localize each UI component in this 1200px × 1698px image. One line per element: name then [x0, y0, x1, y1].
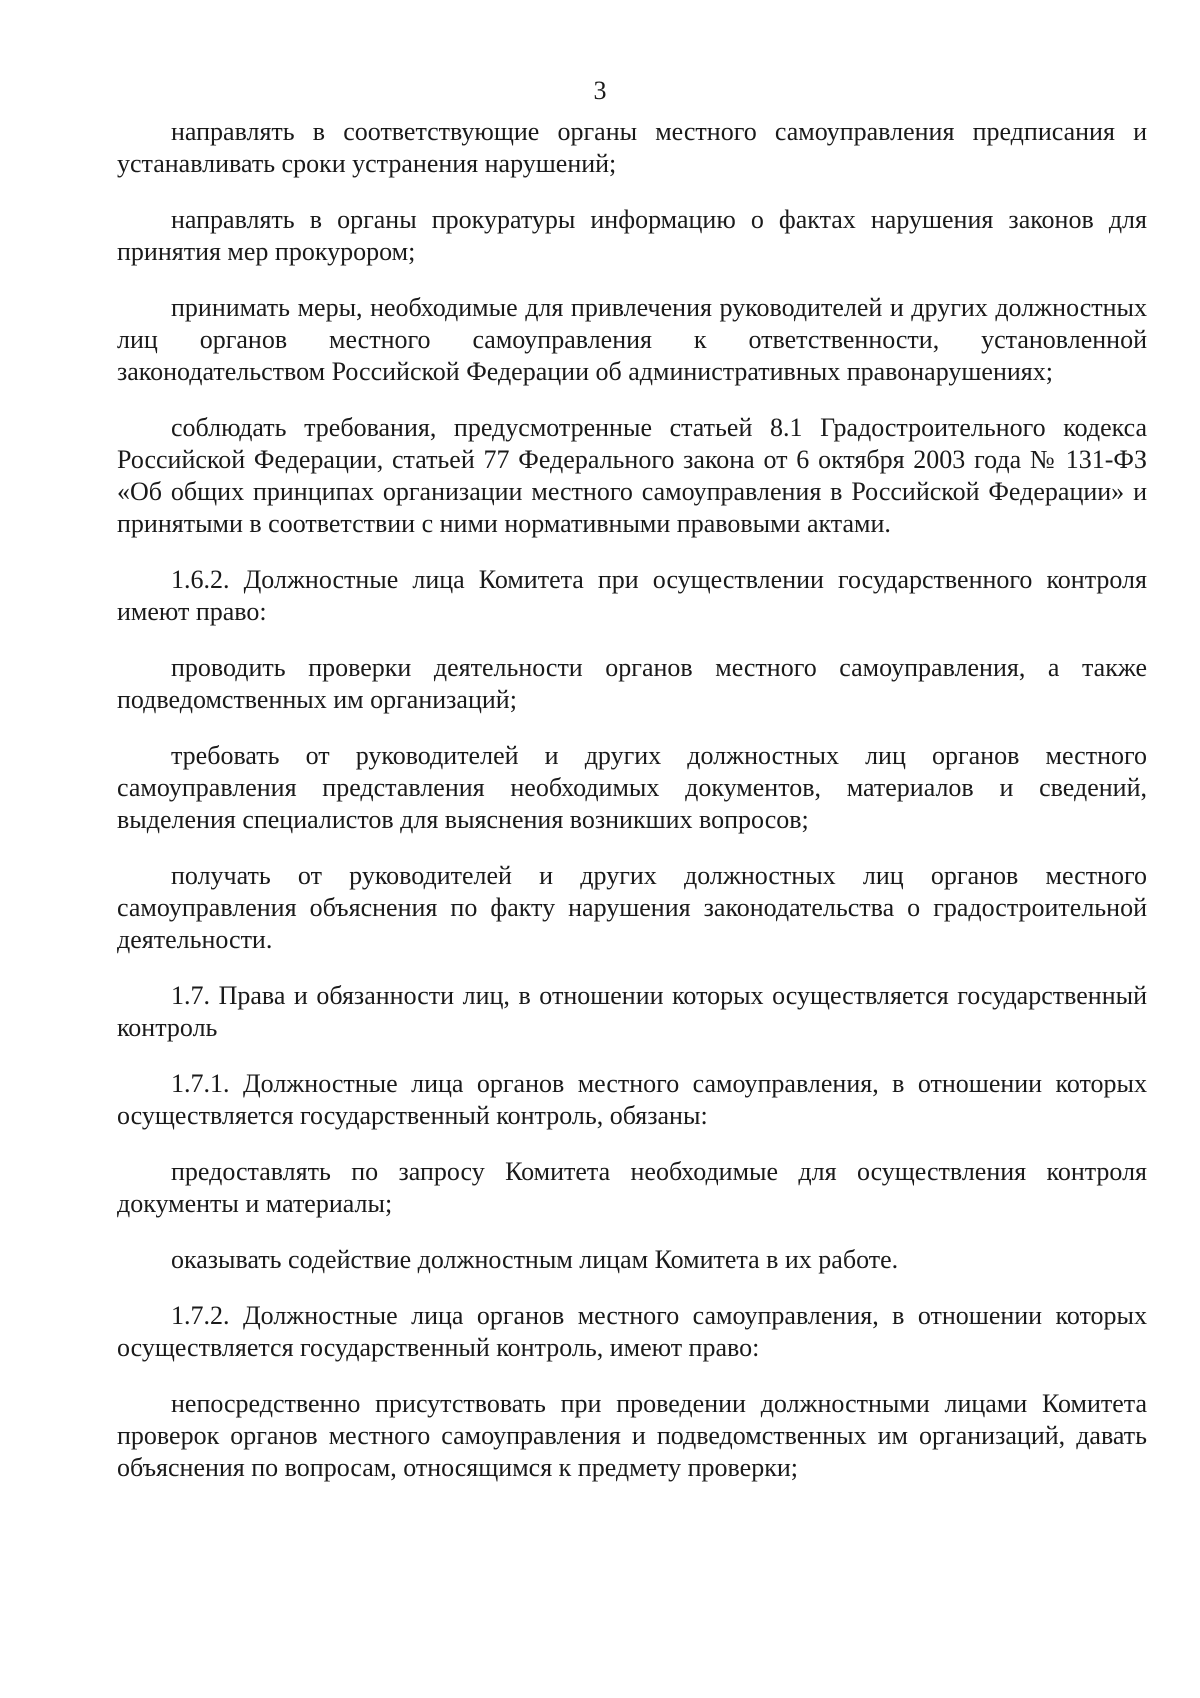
paragraph-10: 1.7.1. Должностные лица органов местного самоуправления, в отношении которых осуществляется государственный контроль, обязаны: [117, 1069, 1147, 1130]
paragraph-5: 1.6.2. Должностные лица Комитета при осуществлении государственного контроля имеют право: [117, 565, 1147, 626]
paragraph-9: 1.7. Права и обязанности лиц, в отношении которых осуществляется государственный контроль [117, 981, 1147, 1042]
paragraph-6: проводить проверки деятельности органов местного самоуправления, а также подведомственных им организаций; [117, 653, 1147, 714]
paragraph-11: предоставлять по запросу Комитета необходимые для осуществления контроля документы и материалы; [117, 1157, 1147, 1218]
paragraph-13: 1.7.2. Должностные лица органов местного самоуправления, в отношении которых осуществляется государственный контроль, имеют право: [117, 1301, 1147, 1362]
paragraph-7: требовать от руководителей и других должностных лиц органов местного самоуправления представления необходимых документов, материалов и сведений, выделения специалистов для выяснения возникших вопросов; [117, 741, 1147, 834]
paragraph-14: непосредственно присутствовать при проведении должностными лицами Комитета проверок органов местного самоуправления и подведомственных им организаций, давать объяснения по вопросам, относящимся к предмету проверки; [117, 1389, 1147, 1482]
document-body [117, 116, 1147, 1508]
paragraph-3: принимать меры, необходимые для привлечения руководителей и других должностных лиц органов местного самоуправления к ответственности, установленной законодательством Российской Федерации об административных правонарушениях; [117, 293, 1147, 386]
paragraph-4: соблюдать требования, предусмотренные статьей 8.1 Градостроительного кодекса Российской Федерации, статьей 77 Федерального закона от 6 октября 2003 года № 131-ФЗ «Об общих принципах организации местного самоуправления в Российской Федерации» и принятыми в соответствии с ними нормативными правовыми актами. [117, 413, 1147, 538]
page-number: 3 [593, 76, 607, 105]
paragraph-8: получать от руководителей и других должностных лиц органов местного самоуправления объяснения по факту нарушения законодательства о градостроительной деятельности. [117, 861, 1147, 954]
paragraph-2: направлять в органы прокуратуры информацию о фактах нарушения законов для принятия мер прокурором; [117, 205, 1147, 266]
paragraph-1: направлять в соответствующие органы местного самоуправления предписания и устанавливать сроки устранения нарушений; [117, 117, 1147, 178]
paragraph-12: оказывать содействие должностным лицам Комитета в их работе. [171, 1245, 899, 1274]
